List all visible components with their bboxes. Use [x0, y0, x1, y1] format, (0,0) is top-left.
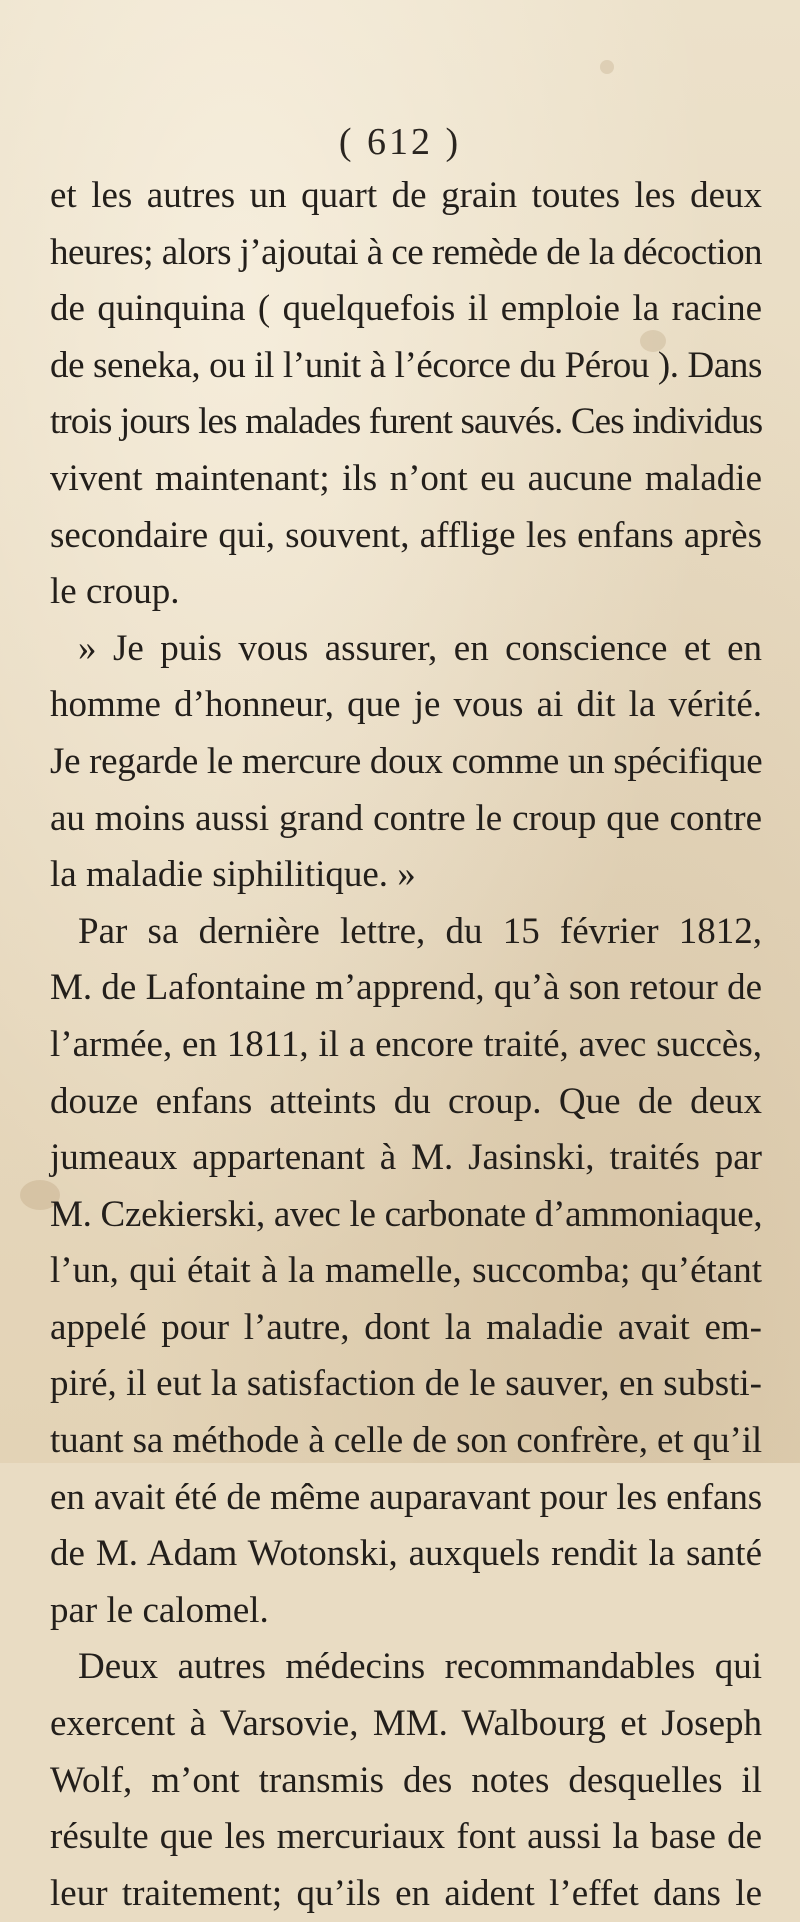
text-line: vivent maintenant; ils n’ont eu aucune maladie: [50, 457, 762, 499]
text-line: heures; alors j’ajoutai à ce remède de la décoction: [50, 231, 762, 273]
text-line: M. Czekierski, avec le carbonate d’ammoniaque,: [50, 1193, 763, 1235]
text-line: Deux autres médecins recommandables qui: [78, 1646, 762, 1688]
body-text: [50, 168, 762, 1922]
text-line: exercent à Varsovie, MM. Walbourg et Joseph: [50, 1703, 762, 1745]
text-line: secondaire qui, souvent, afflige les enfans après: [50, 514, 762, 556]
text-line: » Je puis vous assurer, en conscience et en: [78, 627, 762, 669]
paper-stain: [600, 60, 614, 74]
text-line: l’armée, en 1811, il a encore traité, avec succès,: [50, 1023, 762, 1065]
text-line: l’un, qui était à la mamelle, succomba; qu’étant: [50, 1250, 762, 1292]
text-line: de M. Adam Wotonski, auxquels rendit la santé: [50, 1533, 762, 1575]
text-line: et les autres un quart de grain toutes les deux: [50, 175, 762, 216]
page-number: ( 612 ): [338, 121, 462, 163]
text-line: au moins aussi grand contre le croup que contre: [50, 797, 762, 839]
text-line: piré, il eut la satisfaction de le sauver, en substi-: [50, 1363, 762, 1405]
text-line: Wolf, m’ont transmis des notes desquelles il: [50, 1759, 762, 1801]
text-line: trois jours les malades furent sauvés. Ces individus: [50, 401, 763, 443]
text-line: par le calomel.: [50, 1589, 269, 1631]
text-line: la maladie siphilitique. »: [50, 854, 416, 896]
text-line: M. de Lafontaine m’apprend, qu’à son retour de: [50, 967, 762, 1009]
text-line: jumeaux appartenant à M. Jasinski, traités par: [50, 1137, 762, 1179]
text-line: douze enfans atteints du croup. Que de deux: [50, 1080, 762, 1122]
text-line: appelé pour l’autre, dont la maladie avait em-: [50, 1306, 762, 1348]
text-line: le croup.: [50, 571, 180, 613]
text-line: Je regarde le mercure doux comme un spécifique: [50, 740, 763, 782]
text-line: en avait été de même auparavant pour les enfans: [50, 1476, 763, 1518]
text-line: leur traitement; qu’ils en aident l’effet dans le: [50, 1872, 762, 1914]
text-line: de seneka, ou il l’unit à l’écorce du Pérou ). Dans: [50, 344, 762, 386]
text-line: de quinquina ( quelquefois il emploie la racine: [50, 288, 762, 330]
text-line: homme d’honneur, que je vous ai dit la vérité.: [50, 684, 762, 726]
text-line: Par sa dernière lettre, du 15 février 1812,: [78, 910, 762, 952]
text-line: résulte que les mercuriaux font aussi la base de: [50, 1816, 762, 1858]
text-line: tuant sa méthode à celle de son confrère, et qu’il: [50, 1420, 763, 1462]
